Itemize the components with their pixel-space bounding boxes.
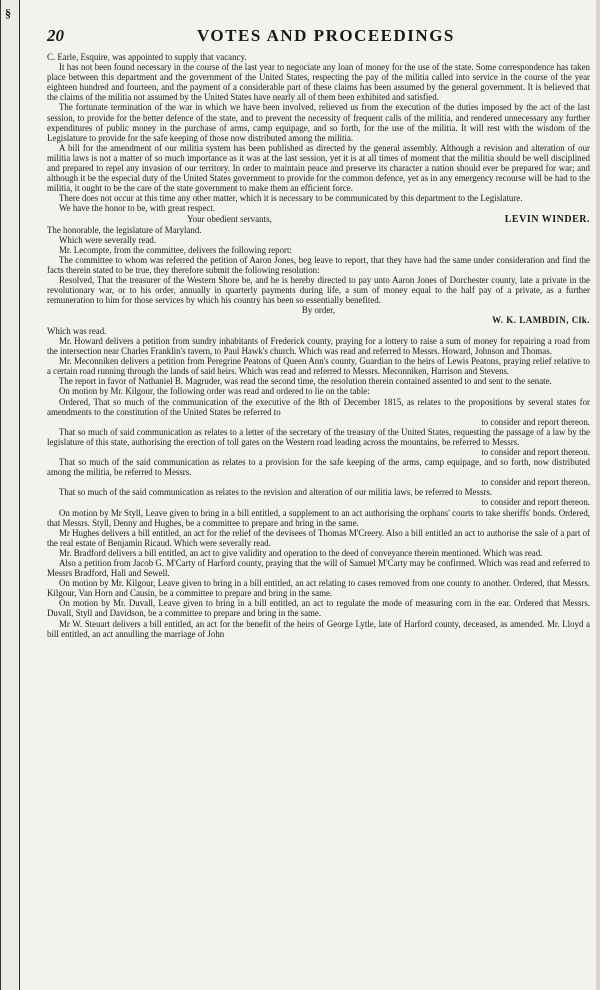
paragraph: Mr. Meconniken delivers a petition from Peregrine Peatons of Queen Ann's county, Guardian to the heirs of Lewis Peatons, praying relief relative to a certain road running through the lands of said heirs. Which was read and referred to Messrs. Meconniken, Harrison and Stevens. <box>47 356 590 377</box>
referral-line: to consider and report thereon. <box>481 477 590 488</box>
signature-closing: Your obedient servants, <box>187 213 272 224</box>
resolution: Resolved, That the treasurer of the Western Shore be, and he is hereby directed to pay unto Aaron Jones of Dorchester county, late a private in the revolutionary war, or to his order, annually in quarterly payments during life, a sum of money equal to the half pay of a private, as a further remuneration to him for those services by which his country has been so essentially benefited. <box>47 274 590 306</box>
referral-line: to consider and report thereon. <box>481 446 590 457</box>
paragraph: There does not occur at this time any other matter, which it is necessary to be communicated by this department to the Legislature. <box>59 193 523 204</box>
document-body <box>47 52 590 639</box>
paragraph: That so much of the said communication as relates to the revision and alteration of our militia laws, be referred to Messrs. <box>59 487 493 498</box>
paragraph: The committee to whom was referred the petition of Aaron Jones, beg leave to report, that they have had the same under consideration and find the facts therein stated to be true, they therefore submit the following resolution: <box>47 254 590 275</box>
paragraph: Mr W. Steuart delivers a bill entitled, an act for the benefit of the heirs of George Lytle, late of Harford county, deceased, as amended. Mr. Lloyd a bill entitled, an act annulling the marriage of John <box>47 618 590 639</box>
page-edge <box>596 0 600 990</box>
referral-line: to consider and report thereon. <box>481 497 590 508</box>
running-head: VOTES AND PROCEEDINGS <box>197 26 455 45</box>
paragraph: The honorable, the legislature of Maryland. <box>47 224 202 235</box>
paragraph: It has not been found necessary in the course of the last year to negociate any loan of money for the use of the state. Some correspondence has taken place between this department and the government of the United States, respecting the pay of the militia called into service in the course of the year eighteen hundred and fourteen, and the payment of a considerable part of these claims has been assumed by the general government. It is believed that the claims of the militia not assumed by the United States have nearly all of them been exhibited and satisfied. <box>47 62 590 103</box>
paragraph: On motion by Mr. Kilgour, the following order was read and ordered to lie on the table: <box>59 386 370 397</box>
paragraph: On motion by Mr Styll, Leave given to bring in a bill entitled, a supplement to an act authorising the orphans' courts to take sheriffs' bonds. Ordered, that Messrs. Styll, Denny and Hughes, be a committee to prepare and bring in the same. <box>47 507 590 528</box>
paragraph: Mr Hughes delivers a bill entitled, an act for the relief of the devisees of Thomas M'Creery. Also a bill entitled an act to authorise the sale of a part of the real estate of Benjamin Ricaud. Which were severally read. <box>47 527 590 548</box>
paragraph: Which was read. <box>47 325 107 336</box>
paragraph: On motion by Mr. Duvall, Leave given to bring in a bill entitled, an act to regulate the mode of measuring corn in the ear. Ordered that Messrs. Duvall, Styll and Davidson, be a committee to prepare and bring in the same. <box>47 598 590 619</box>
page-number: 20 <box>47 26 64 45</box>
paragraph: That so much of the said communication as relates to a provision for the safe keeping of the arms, camp equipage, and so forth, now distributed among the militia, be referred to Messrs. <box>47 457 590 478</box>
gutter-mark: § <box>5 6 11 20</box>
paragraph: On motion by Mr. Kilgour, Leave given to bring in a bill entitled, an act relating to cases removed from one county to another. Ordered, that Messrs. Kilgour, Van Horn and Causin, be a committee to prepare and bring in the same. <box>47 578 590 599</box>
paragraph: C. Earle, Esquire, was appointed to supply that vacancy. <box>47 52 247 62</box>
paragraph: We have the honor to be, with great respect. <box>59 203 216 214</box>
paragraph: That so much of said communication as relates to a letter of the secretary of the treasury of the United States, requesting the passage of a law by the legislature of this state, authorising the erection of toll gates on the Western road leading across the mountains, be referred to Messrs. <box>47 426 590 447</box>
clerk-signature: W. K. LAMBDIN, Clk. <box>492 315 590 326</box>
paragraph: Which were severally read. <box>59 234 157 245</box>
signature-name: LEVIN WINDER. <box>504 213 590 225</box>
by-order: By order, <box>301 305 336 316</box>
paragraph: The fortunate termination of the war in which we have been involved, relieved us from the execution of the duties imposed by the act of the last session, to provide for the better defence of the state, and to prevent the necessity of frequent calls of the militia, and rendered unnecessary any further expenditures of public money in the purchase of arms, camp equipage, and so forth, for the use of the militia. It will rest with the wisdom of the Legislature to provide for the safe keeping of those now distributed among the militia. <box>47 102 590 143</box>
paragraph: Mr. Howard delivers a petition from sundry inhabitants of Frederick county, praying for a lottery to raise a sum of money for repairing a road from the intersection near Charles Franklin's tavern, to Paul Hawk's church. Which was read and referred to Messrs. Howard, Johnson and Thomas. <box>47 335 590 357</box>
paragraph: The report in favor of Nathaniel B. Magruder, was read the second time, the resolution therein contained assented to and sent to the senate. <box>59 376 552 387</box>
paragraph: Ordered, That so much of the communication of the executive of the 8th of December 1815, as relates to the propositions by several states for amendments to the constitution of the United States be referred to <box>47 396 590 417</box>
paragraph: A bill for the amendment of our militia system has been published as directed by the general assembly. Although a revision and alteration of our militia laws is not a matter of so much importance as it was at the last session, yet it is at all times of moment that the militia should be well disciplined and prepared to repel any invasion of our territory. In order to maintain peace and preserve its character a nation should ever be prepared for war; and although it be the especial duty of the United States government to provide for the common defence, yet as in any emergency recourse will be had to the militia, it ought to be the care of the state government to make them an efficient force. <box>47 142 590 194</box>
paragraph: Mr. Bradford delivers a bill entitled, an act to give validity and operation to the deed of conveyance therein mentioned. Which was read. <box>59 547 543 558</box>
referral-line: to consider and report thereon. <box>481 416 590 427</box>
page-gutter <box>1 0 20 990</box>
page-header <box>47 26 590 46</box>
paragraph: Mr. Lecompte, from the committee, delivers the following report: <box>59 244 292 255</box>
paragraph: Also a petition from Jacob G. M'Carty of Harford county, praying that the will of Samuel M'Carty may be confirmed. Which was read and referred to Messrs Bradford, Hall and Sewell. <box>47 558 590 579</box>
signature-block <box>47 214 590 225</box>
